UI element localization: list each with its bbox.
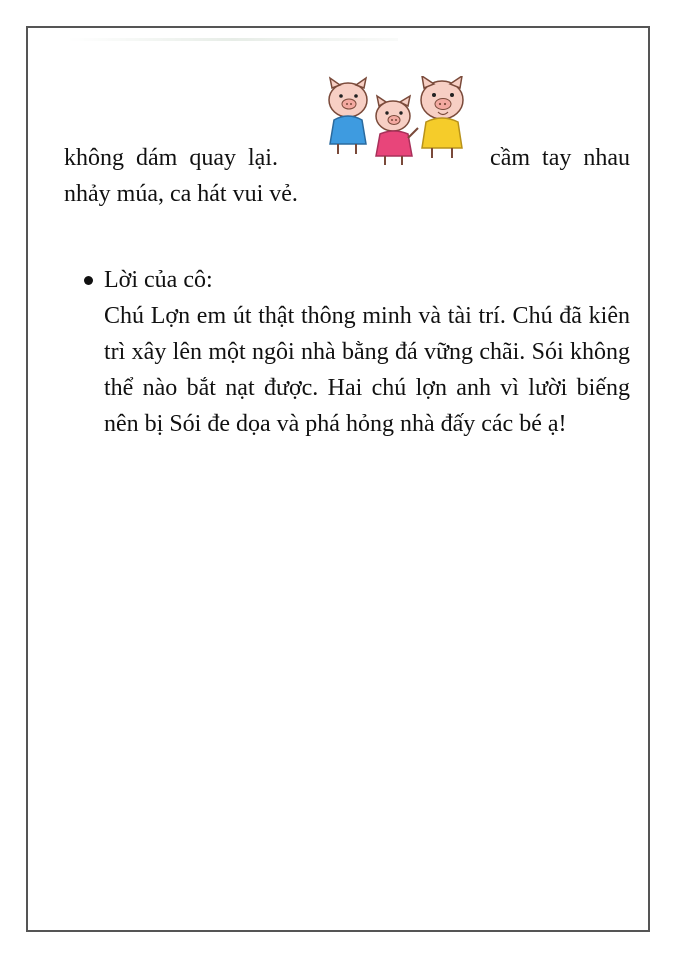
story-line-1 bbox=[64, 140, 630, 176]
story-line-2: nhảy múa, ca hát vui vẻ. bbox=[64, 181, 298, 207]
bullet-icon bbox=[84, 276, 93, 285]
story-paragraph bbox=[64, 140, 630, 212]
teacher-note bbox=[84, 262, 630, 442]
story-line-1-left: không dám quay lại. bbox=[64, 145, 278, 171]
teacher-note-body: Chú Lợn em út thật thông minh và tài trí. Chú đã kiên trì xây lên một ngôi nhà bằng đá vững chãi. Sói không thể nào bắt nạt được. Hai chú lợn anh vì lười biếng nên bị Sói đe dọa và phá hỏng nhà đấy các bé ạ! bbox=[104, 303, 630, 437]
story-line-1-right: cầm tay nhau bbox=[490, 145, 630, 171]
teacher-note-heading: Lời của cô: bbox=[104, 267, 213, 293]
faint-scan-line bbox=[68, 38, 398, 41]
